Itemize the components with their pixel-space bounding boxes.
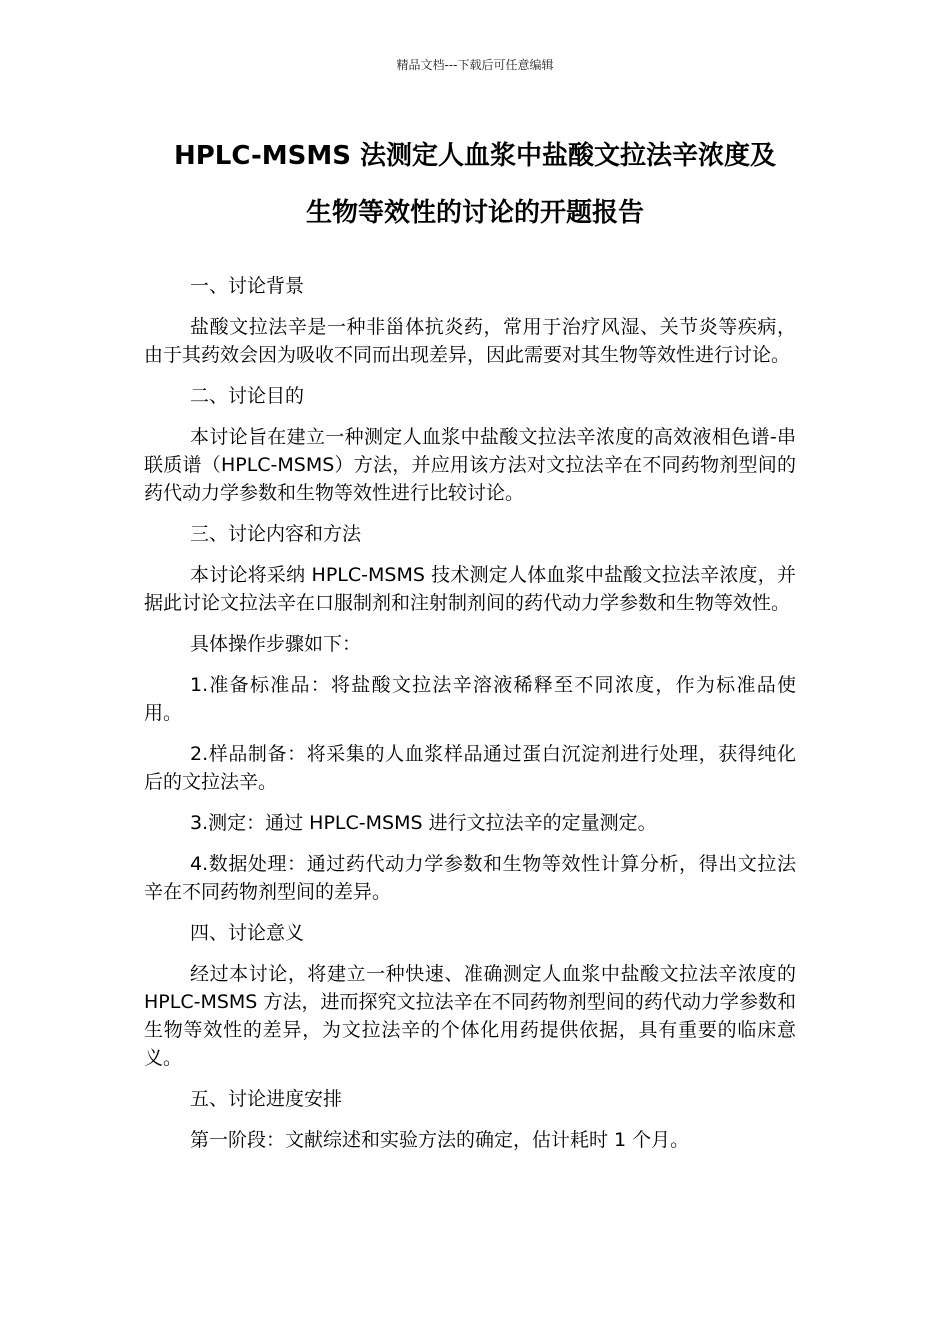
step-item-3: 3.测定：通过 HPLC-MSMS 进行文拉法辛的定量测定。 — [190, 812, 657, 834]
section-heading-background: 一、讨论背景 — [190, 275, 305, 297]
step-item-2: 2.样品制备：将采集的人血浆样品通过蛋白沉淀剂进行处理，获得纯化后的文拉法辛。 — [144, 743, 796, 793]
document-title-line-2: 生物等效性的讨论的开题报告 — [305, 198, 644, 228]
section-heading-content-method: 三、讨论内容和方法 — [190, 523, 362, 545]
paragraph-significance: 经过本讨论，将建立一种快速、准确测定人血浆中盐酸文拉法辛浓度的 HPLC-MSMS 方法，进而探究文拉法辛在不同药物剂型间的药代动力学参数和生物等效性的差异，为文拉法辛的个体化用药提供依据，具有重要的临床意义。 — [144, 963, 796, 1069]
section-heading-significance: 四、讨论意义 — [190, 922, 305, 944]
paragraph-purpose: 本讨论旨在建立一种测定人血浆中盐酸文拉法辛浓度的高效液相色谱-串联质谱（HPLC-MSMS）方法，并应用该方法对文拉法辛在不同药物剂型间的药代动力学参数和生物等效性进行比较讨论。 — [144, 426, 796, 504]
paragraph-steps-intro: 具体操作步骤如下： — [190, 633, 362, 655]
section-heading-schedule: 五、讨论进度安排 — [190, 1088, 343, 1110]
document-body — [144, 272, 796, 1167]
paragraph-content-method: 本讨论将采纳 HPLC-MSMS 技术测定人体血浆中盐酸文拉法辛浓度，并据此讨论文拉法辛在口服制剂和注射制剂间的药代动力学参数和生物等效性。 — [144, 564, 796, 614]
step-item-4: 4.数据处理：通过药代动力学参数和生物等效性计算分析，得出文拉法辛在不同药物剂型间的差异。 — [144, 853, 796, 903]
step-item-1: 1.准备标准品：将盐酸文拉法辛溶液稀释至不同浓度，作为标准品使用。 — [144, 674, 796, 724]
paragraph-background: 盐酸文拉法辛是一种非甾体抗炎药，常用于治疗风湿、关节炎等疾病，由于其药效会因为吸收不同而出现差异，因此需要对其生物等效性进行讨论。 — [144, 316, 796, 366]
document-title-line-1: HPLC-MSMS 法测定人血浆中盐酸文拉法辛浓度及 — [173, 141, 777, 171]
header-note: 精品文档---下载后可任意编辑 — [396, 58, 554, 72]
section-heading-purpose: 二、讨论目的 — [190, 385, 305, 407]
paragraph-schedule-phase-1: 第一阶段：文献综述和实验方法的确定，估计耗时 1 个月。 — [190, 1129, 690, 1151]
